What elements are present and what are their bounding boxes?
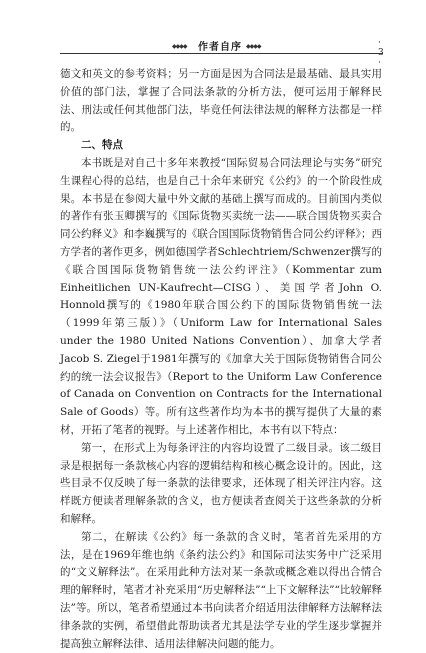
header-rule: [60, 53, 382, 54]
paragraph: 本书既是对自己十多年来教授“国际贸易合同法理论与实务”研究生课程心得的总结，也是自己十余年来研究《公约》的一个阶段性成果。本书是在参阅大量中外文献的基础上撰写而成的。目前国内类似的著作有张玉卿撰写的《国际货物买卖统一法——联合国货物买卖合同公约释义》和李巍撰写的《联合国国际货物销售合同公约评释》；西方学者的著作更多，例如德国学者Schlechtriem/Schwenzer撰写的《联合国国际货物销售统一法公约评注》（Kommentar zum Einheitlichen UN-Kaufrecht—CISG）、美国学者John O. Honnold撰写的《1980年联合国公约下的国际货物销售统一法（1999年第三版）》（Uniform Law for International Sales under the 1980 United Nations Convention）、加拿大学者Jacob S. Ziegel于1981年撰写的《加拿大关于国际货物销售合同公约的统一法会议报告》（Report to the Uniform Law Conference of Canada on Convention on Contracts for the International Sale of Goods）等。所有这些著作均为本书的撰写提供了大量的素材，开拓了笔者的视野。与上述著作相比，本书有以下特点：: [60, 156, 382, 436]
ornament-left-icon: ◆◆◆◆: [172, 43, 187, 50]
section-heading: 二、特点: [81, 139, 123, 152]
paragraph: 第一，在形式上为每条评注的内容均设置了二级目录。该二级目录是根据每一条款核心内容的逻辑结构和核心概念设计的。因此，这些目录不仅反映了每一条款的法律要求，还体现了相关评注内容。这样既方便读者理解条款的含义，也方便读者查阅关于这些条款的分析和解释。: [60, 441, 382, 525]
page-number: · 3 ·: [378, 38, 384, 68]
paragraph: 第二，在解读《公约》每一条款的含义时，笔者首先采用的方法，是在1969年维也纳《条约法公约》和国际司法实务中广泛采用的“文义解释法”。在采用此种方法对某一条款或概念难以得出合情合理的解释时，笔者才补充采用“历史解释法”“上下文解释法”“比较解释法”等。所以，笔者希望通过本书向读者介绍适用法律解释方法解释法律条款的实例，希望借此帮助读者尤其是法学专业的学生逐步掌握并提高独立解释法律、适用法律解决问题的能力。: [60, 530, 382, 650]
running-header: [60, 36, 384, 68]
page-body: [60, 66, 382, 653]
running-title: 作者自序: [198, 42, 242, 53]
ornament-right-icon: ◆◆◆◆: [246, 43, 261, 50]
paragraph-continued: 德文和英文的参考资料；另一方面是因为合同法是最基础、最具实用价值的部门法，掌握了合同法条款的分析方法，便可运用于解释民法、刑法或任何其他部门法，毕竟任何法律法规的解释方法都是一样的。: [60, 68, 382, 134]
